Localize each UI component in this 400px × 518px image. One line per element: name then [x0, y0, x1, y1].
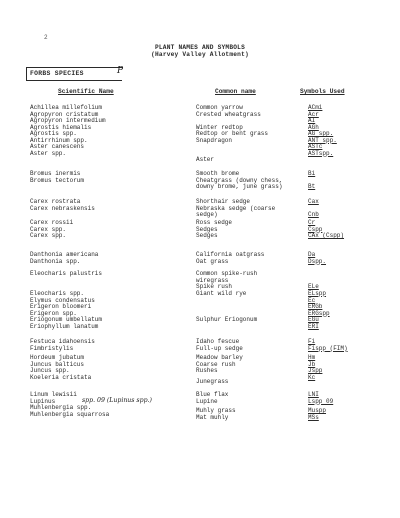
- scientific-name-entry: Koeleria cristata: [30, 373, 92, 381]
- section-label: FORBS SPECIES: [30, 70, 84, 77]
- scientific-name-entry: Hordeum jubatum: [30, 354, 85, 361]
- common-name-entry: Redtop or bent grass: [196, 130, 269, 137]
- common-name-entry: Ross sedge: [196, 219, 233, 226]
- symbol-entry: AI: [308, 117, 316, 124]
- symbol-entry: Cr: [308, 219, 316, 226]
- symbol-entry: Ec: [308, 296, 316, 304]
- scientific-name-entry: Antirrhinum spp.: [30, 136, 88, 144]
- common-name-entry: Giant wild rye: [196, 289, 247, 297]
- common-name-entry: downy brome, june grass): [196, 183, 283, 190]
- scientific-name-entry: Danthonia americana: [30, 251, 99, 258]
- common-name-entry: Oat grass: [196, 257, 229, 265]
- symbol-entry: ERI: [308, 322, 319, 330]
- common-name-entry: Aster: [196, 156, 215, 163]
- common-name-entry: wiregrass: [196, 276, 229, 284]
- symbol-entry: LNI: [308, 391, 319, 398]
- common-name-entry: Winter redtop: [196, 123, 243, 131]
- scientific-name-entry: Eriophyllum lanatum: [30, 322, 99, 330]
- common-name-entry: Meadow barley: [196, 354, 243, 361]
- scientific-name-entry: Carex spp.: [30, 232, 67, 239]
- scientific-name-entry: Carex spp.: [30, 225, 67, 233]
- common-name-entry: Common spike-rush: [196, 270, 258, 277]
- scientific-name-entry: Erigeron bloomeri: [30, 303, 92, 310]
- scientific-name-entry: Agrostis spp.: [30, 130, 77, 137]
- common-name-entry: Shorthair sedge: [196, 198, 251, 205]
- common-name-entry: Idaho fescue: [196, 338, 240, 345]
- common-name-entry: Muhly grass: [196, 407, 236, 414]
- symbol-entry: Da: [308, 251, 316, 258]
- common-name-entry: sedge): [196, 211, 218, 218]
- symbol-entry: Dspp.: [308, 257, 327, 265]
- common-name-entry: Blue flax: [196, 391, 229, 398]
- scientific-name-entry: Bromus tectorum: [30, 176, 85, 184]
- symbol-entry: Muspp: [308, 407, 327, 414]
- scientific-name-entry: Lupinus: [30, 397, 56, 405]
- symbol-entry: Kc: [308, 373, 316, 381]
- symbol-entry: Jb: [308, 360, 316, 368]
- scientific-name-entry: Agropyron cristatum: [30, 110, 99, 118]
- header-common-name: Common name: [215, 88, 256, 95]
- scientific-name-entry: Bromus inermis: [30, 170, 81, 177]
- common-name-entry: Common yarrow: [196, 104, 243, 111]
- symbol-entry: Acr: [308, 110, 319, 118]
- scientific-name-entry: Achillea millefolium: [30, 104, 103, 111]
- common-name-entry: California oatgrass: [196, 251, 265, 258]
- common-name-entry: Smooth brome: [196, 170, 240, 177]
- symbol-entry: AG spp.: [308, 130, 334, 137]
- symbol-entry: Fispp (FIM): [308, 344, 348, 352]
- symbol-entry: Cspp: [308, 225, 323, 233]
- symbol-entry: Hm: [308, 354, 316, 361]
- common-name-entry: Rushes: [196, 367, 218, 374]
- common-name-entry: Cheatgrass (downy chess,: [196, 176, 283, 184]
- page-mark: 2: [44, 34, 48, 41]
- scientific-name-entry: Aster canescens: [30, 143, 85, 150]
- section-box-bottom: [26, 80, 122, 81]
- symbol-entry: Cnb: [308, 211, 319, 218]
- symbol-entry: ASTspp.: [308, 149, 334, 157]
- document-title: PLANT NAMES AND SYMBOLS: [154, 44, 245, 51]
- common-name-entry: Spike rush: [196, 283, 233, 290]
- scientific-name-entry: Carex rostrata: [30, 198, 81, 205]
- section-box-top: [26, 67, 122, 68]
- scientific-name-entry: Carex nebraskensis: [30, 204, 95, 212]
- symbol-entry: Jspp: [308, 367, 323, 374]
- scientific-name-entry: Erigeron spp.: [30, 309, 77, 317]
- common-name-entry: Crested wheatgrass: [196, 110, 261, 118]
- scientific-name-entry: Muhlenbergia spp.: [30, 404, 92, 411]
- section-annotation: P: [117, 66, 124, 76]
- scientific-name-entry: Juncus balticus: [30, 360, 85, 368]
- common-name-entry: Sedges: [196, 232, 218, 239]
- scientific-name-entry: Juncus spp.: [30, 367, 70, 374]
- header-symbols-used: Symbols Used: [300, 88, 345, 95]
- common-name-entry: Sedges: [196, 225, 218, 233]
- common-name-entry: Lupine: [196, 397, 218, 405]
- symbol-entry: Bi: [308, 170, 316, 177]
- scientific-name-entry: Carex rossii: [30, 219, 74, 226]
- scientific-name-entry: Festuca idahoensis: [30, 338, 95, 345]
- common-name-entry: Junegrass: [196, 378, 229, 385]
- symbol-entry: CAx (Cspp): [308, 232, 345, 239]
- common-name-entry: Nebraska sedge (coarse: [196, 204, 276, 212]
- symbol-entry: Fi: [308, 338, 316, 345]
- symbol-entry: ACmi: [308, 104, 323, 111]
- common-name-entry: Coarse rush: [196, 360, 236, 368]
- symbol-entry: EGu: [308, 316, 319, 323]
- symbol-entry: ANT spp.: [308, 136, 337, 144]
- scientific-name-entry: Agrostis hiemalis: [30, 123, 92, 131]
- handwritten-lupinus-note: spp. 09 (Lupinus spp.): [82, 397, 152, 404]
- scientific-name-entry: Agropyron intermedium: [30, 117, 106, 124]
- scientific-name-entry: Aster spp.: [30, 149, 67, 157]
- scientific-name-entry: Elymus condensatus: [30, 296, 95, 304]
- scientific-name-entry: Fimbristylis: [30, 344, 74, 352]
- symbol-entry: Bt: [308, 183, 316, 190]
- scientific-name-entry: Linum lewisii: [30, 391, 77, 398]
- common-name-entry: Full-up sedge: [196, 344, 243, 352]
- symbol-entry: Lspp 09: [308, 397, 334, 405]
- symbol-entry: AGh: [308, 123, 319, 131]
- document-subtitle: (Harvey Valley Allotment): [151, 51, 249, 58]
- symbol-entry: ASTc: [308, 143, 323, 150]
- common-name-entry: Snapdragon: [196, 136, 233, 144]
- scientific-name-entry: Eleocharis palustris: [30, 270, 103, 277]
- common-name-entry: Sulphur Eriogonum: [196, 316, 258, 323]
- symbol-entry: ERGb: [308, 303, 323, 310]
- symbol-entry: ELe: [308, 283, 319, 290]
- symbol-entry: ERGspp: [308, 309, 330, 317]
- section-box-left: [26, 67, 27, 81]
- scientific-name-entry: Muhlenbergia squarrosa: [30, 410, 110, 418]
- common-name-entry: Mat muhly: [196, 413, 229, 421]
- symbol-entry: ELspp: [308, 289, 327, 297]
- header-scientific-name: Scientific Name: [58, 88, 114, 95]
- scientific-name-entry: Danthonia spp.: [30, 257, 81, 265]
- scientific-name-entry: Eleocharis spp.: [30, 290, 85, 297]
- symbol-entry: Cax: [308, 198, 319, 205]
- scientific-name-entry: Eriogonum umbellatum: [30, 316, 103, 323]
- symbol-entry: MSs: [308, 413, 319, 421]
